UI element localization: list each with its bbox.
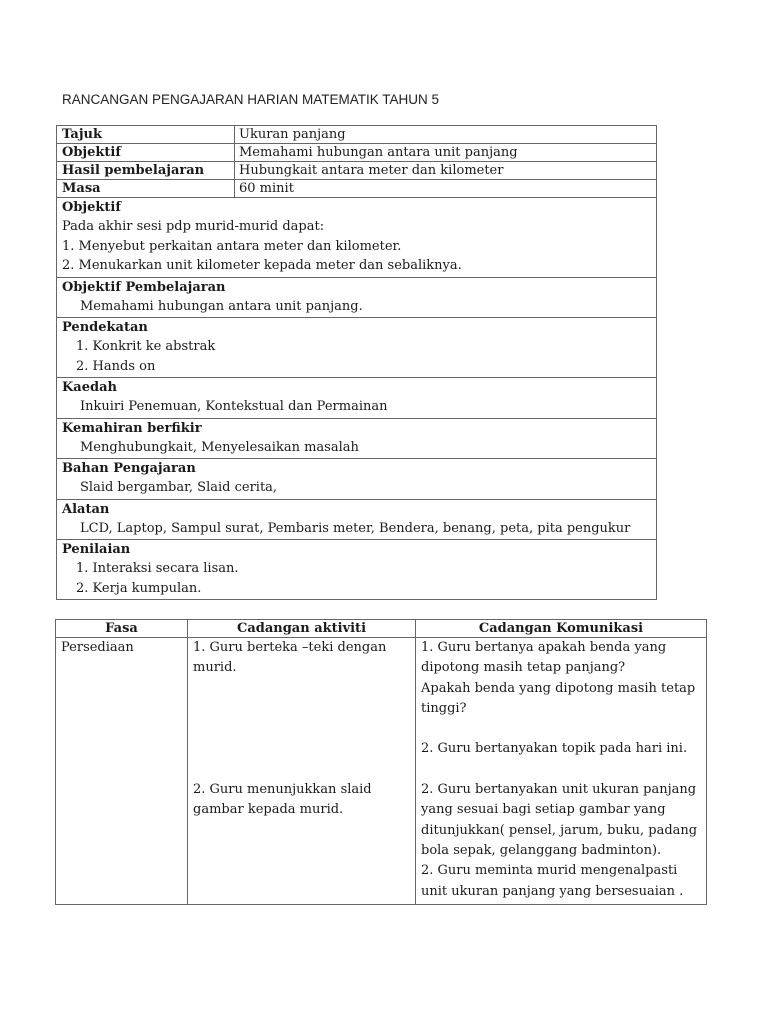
section-alatan xyxy=(57,499,657,540)
aktiviti-item: 2. Guru menunjukkan slaid gambar kepada murid. xyxy=(193,782,372,818)
section-line: 1. Menyebut perkaitan antara meter dan kilometer. xyxy=(62,238,402,254)
section-cell xyxy=(57,198,657,278)
section-heading: Objektif xyxy=(62,200,121,215)
info-row-hasil xyxy=(57,162,657,180)
spacer xyxy=(193,679,411,781)
lesson-info-table xyxy=(56,125,657,600)
section-kaedah xyxy=(57,378,657,419)
komunikasi-item: 2. Guru meminta murid mengenalpasti unit ukuran panjang yang bersesuaian . xyxy=(421,863,684,899)
section-heading: Bahan Pengajaran xyxy=(62,461,196,476)
section-cell xyxy=(57,418,657,459)
info-key: Objektif xyxy=(57,144,235,162)
aktiviti-item: 1. Guru berteka –teki dengan murid. xyxy=(193,640,387,676)
section-heading: Alatan xyxy=(62,501,110,517)
document-title: RANCANGAN PENGAJARAN HARIAN MATEMATIK TAHUN 5 xyxy=(62,92,440,107)
komunikasi-cell xyxy=(416,638,707,905)
section-cell xyxy=(57,318,657,378)
column-header-komunikasi: Cadangan Komunikasi xyxy=(416,620,707,638)
section-cell xyxy=(57,540,657,600)
section-kemahiran xyxy=(57,418,657,459)
section-line: Memahami hubungan antara unit panjang. xyxy=(80,298,363,314)
section-objektif-pembelajaran xyxy=(57,277,657,318)
section-line: 2. Hands on xyxy=(76,358,156,374)
section-heading: Kemahiran berfikir xyxy=(62,420,202,436)
activity-table xyxy=(55,619,707,905)
komunikasi-item: Apakah benda yang dipotong masih tetap tinggi? xyxy=(421,680,696,716)
spacer xyxy=(421,719,702,739)
fasa-cell: Persediaan xyxy=(56,638,188,905)
section-objektif xyxy=(57,198,657,278)
section-cell xyxy=(57,459,657,500)
section-line: 2. Menukarkan unit kilometer kepada meter dan sebaliknya. xyxy=(62,258,462,273)
section-line: Pada akhir sesi pdp murid-murid dapat: xyxy=(62,219,325,234)
section-line: Inkuiri Penemuan, Kontekstual dan Permainan xyxy=(80,399,388,414)
column-header-fasa: Fasa xyxy=(56,620,188,638)
activity-row xyxy=(56,638,707,905)
spacer xyxy=(421,760,702,780)
section-line: 2. Kerja kumpulan. xyxy=(76,580,202,596)
aktiviti-cell xyxy=(188,638,416,905)
info-value: 60 minit xyxy=(235,180,657,198)
info-value: Ukuran panjang xyxy=(235,126,657,144)
info-row-masa xyxy=(57,180,657,198)
info-row-objektif xyxy=(57,144,657,162)
section-line: Slaid bergambar, Slaid cerita, xyxy=(80,480,278,495)
komunikasi-item: 1. Guru bertanya apakah benda yang dipotong masih tetap panjang? xyxy=(421,640,667,676)
column-header-aktiviti: Cadangan aktiviti xyxy=(188,620,416,638)
section-line: 1. Interaksi secara lisan. xyxy=(76,561,239,576)
info-key: Masa xyxy=(57,180,235,198)
section-line: 1. Konkrit ke abstrak xyxy=(76,339,216,354)
section-penilaian xyxy=(57,540,657,600)
info-value: Hubungkait antara meter dan kilometer xyxy=(235,162,657,180)
section-cell xyxy=(57,499,657,540)
section-line: Menghubungkait, Menyelesaikan masalah xyxy=(80,439,359,455)
komunikasi-item: 2. Guru bertanyakan unit ukuran panjang yang sesuai bagi setiap gambar yang ditunjukkan( pensel, jarum, buku, padang bola sepak, gelanggang badminton). xyxy=(421,782,698,858)
info-value: Memahami hubungan antara unit panjang xyxy=(235,144,657,162)
section-cell xyxy=(57,277,657,318)
section-line: LCD, Laptop, Sampul surat, Pembaris meter, Bendera, benang, peta, pita pengukur xyxy=(80,520,631,536)
section-heading: Penilaian xyxy=(62,542,131,557)
info-key: Hasil pembelajaran xyxy=(57,162,235,180)
section-heading: Pendekatan xyxy=(62,320,148,335)
info-row-tajuk xyxy=(57,126,657,144)
section-pendekatan xyxy=(57,318,657,378)
section-heading: Kaedah xyxy=(62,380,117,395)
info-key: Tajuk xyxy=(57,126,235,144)
section-heading: Objektif Pembelajaran xyxy=(62,279,226,295)
komunikasi-item: 2. Guru bertanyakan topik pada hari ini. xyxy=(421,741,688,757)
section-cell xyxy=(57,378,657,419)
section-bahan xyxy=(57,459,657,500)
activity-header-row xyxy=(56,620,707,638)
